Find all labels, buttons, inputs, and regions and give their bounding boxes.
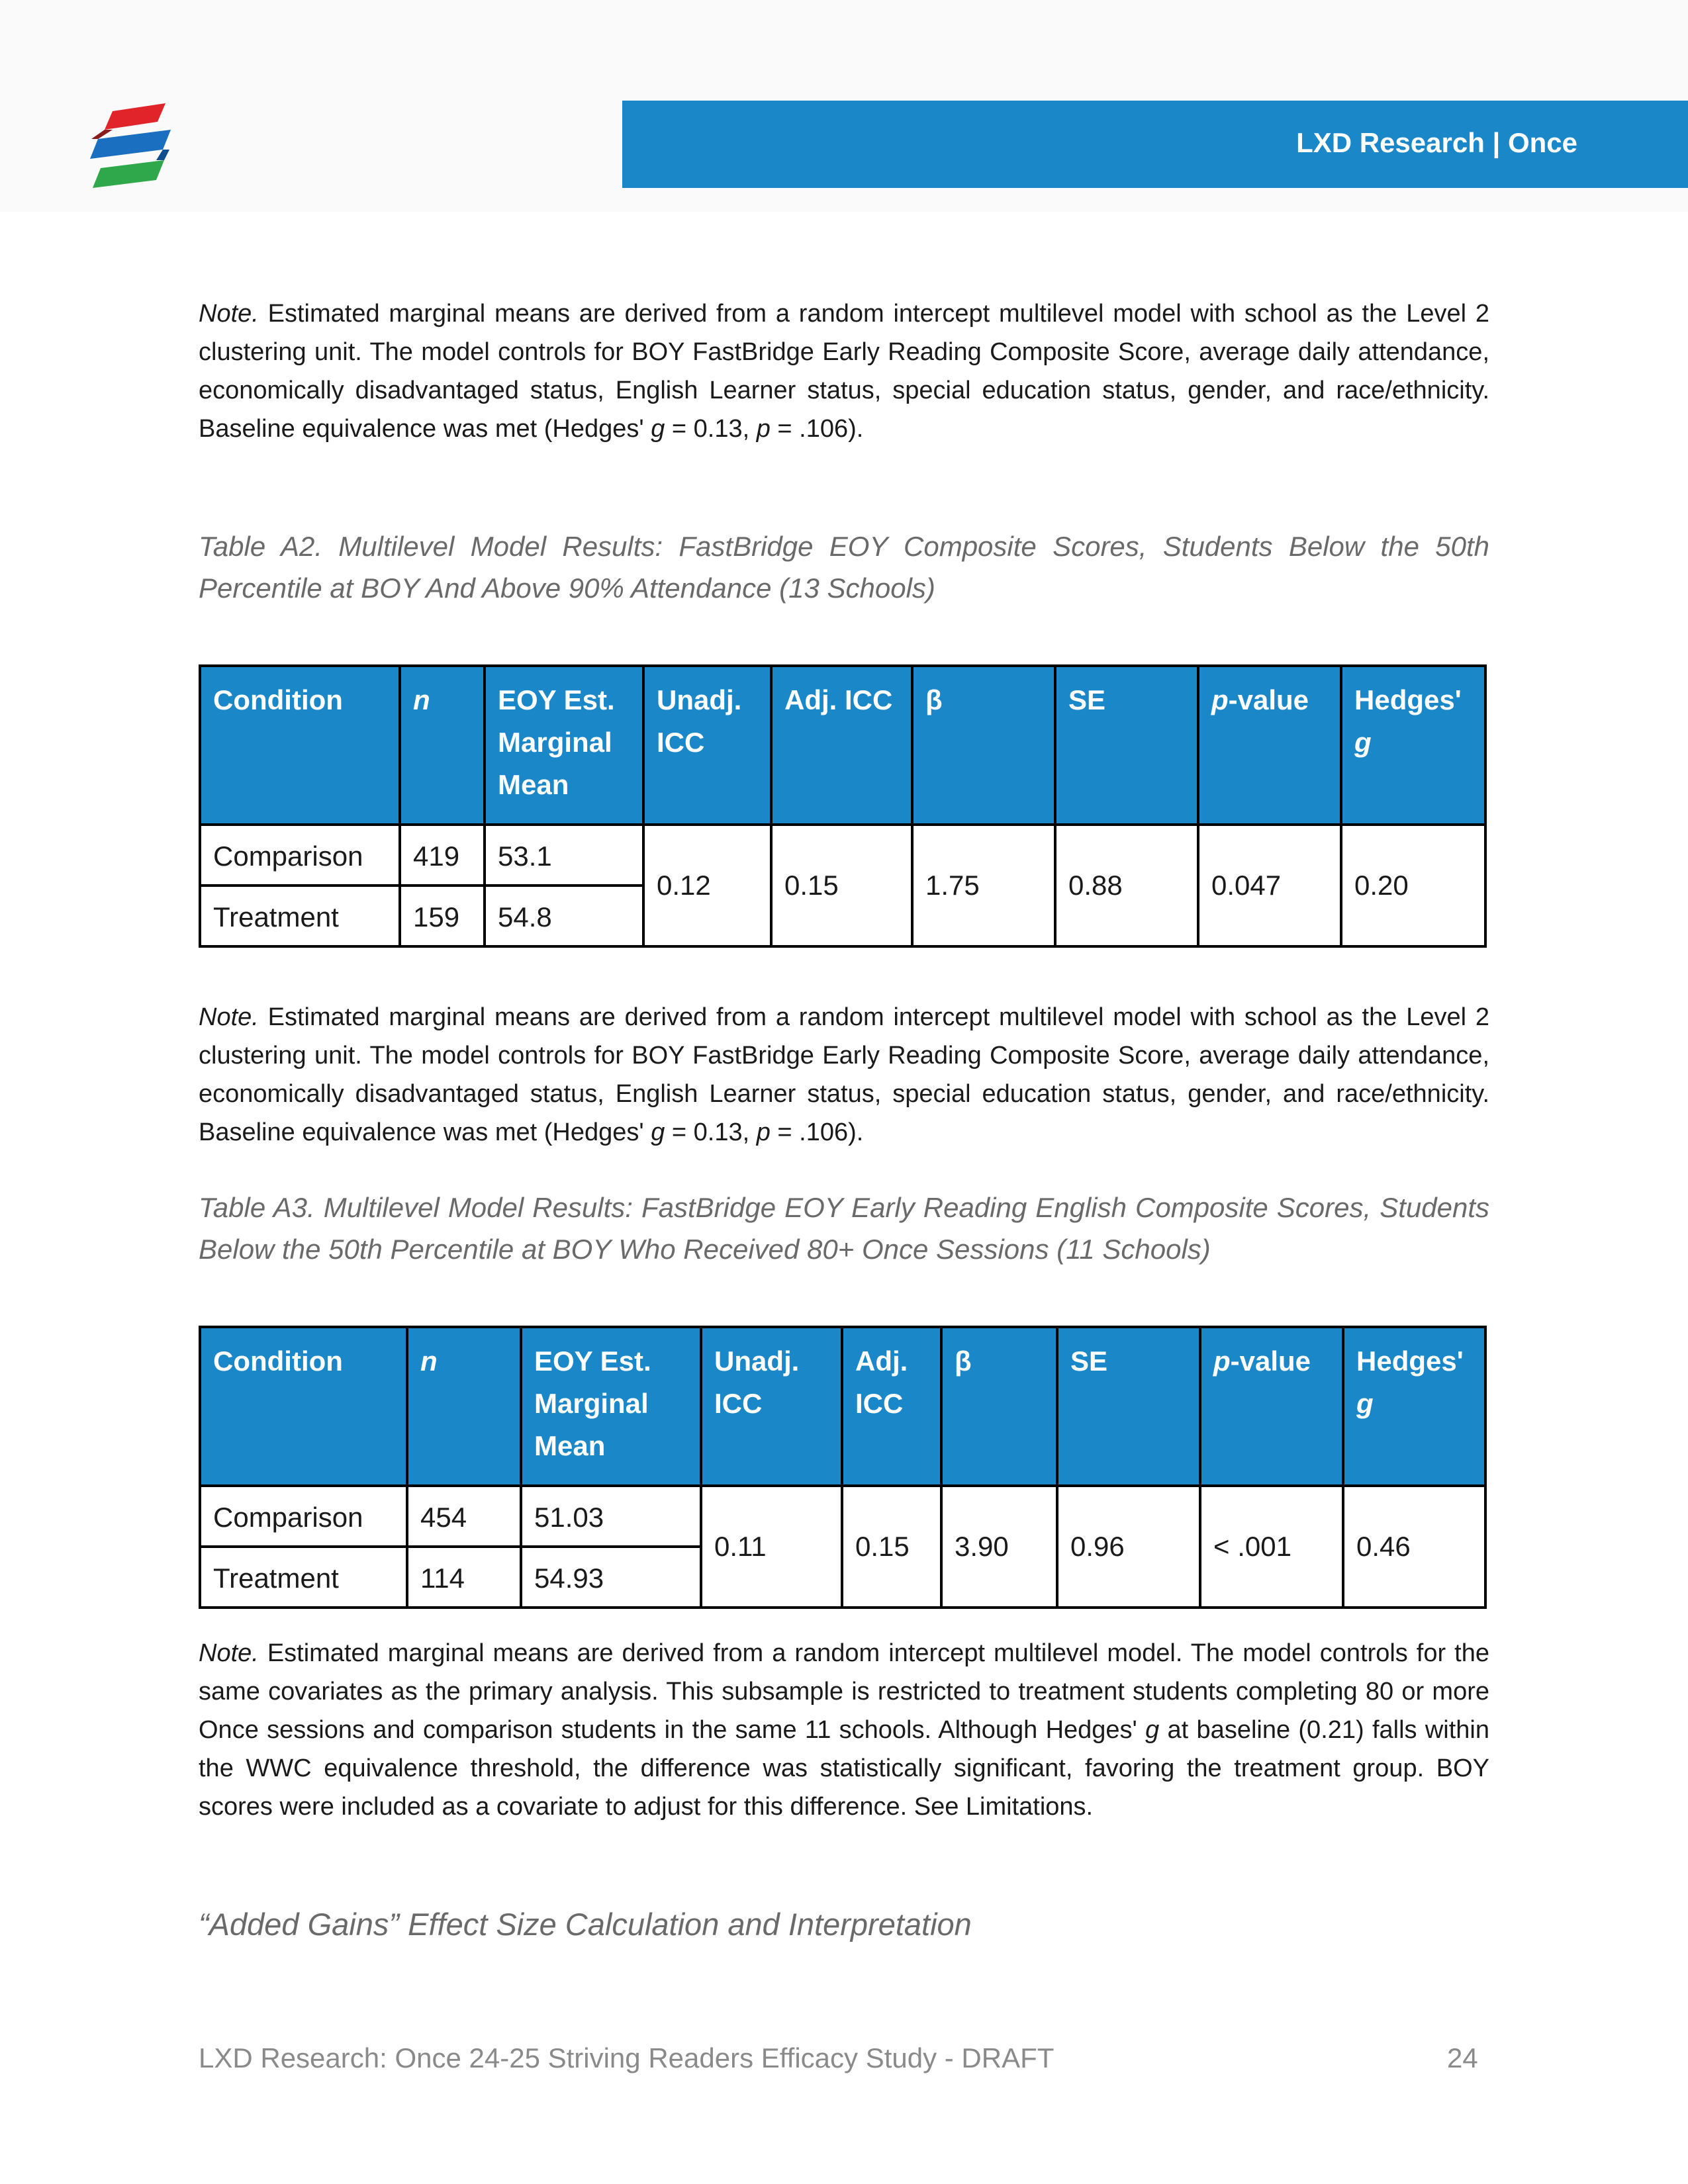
table-row xyxy=(200,1486,1485,1547)
cell-n: 419 xyxy=(400,825,485,886)
cell-adj-icc: 0.15 xyxy=(842,1486,941,1608)
note-label: Note. xyxy=(199,300,259,328)
cell-condition: Treatment xyxy=(200,1547,407,1608)
cell-se: 0.96 xyxy=(1057,1486,1200,1608)
col-se: SE xyxy=(1055,666,1198,825)
col-adj-icc: Adj. ICC xyxy=(842,1327,941,1486)
col-condition: Condition xyxy=(200,1327,407,1486)
table-a2 xyxy=(199,664,1487,948)
cell-condition: Comparison xyxy=(200,1486,407,1547)
col-n: n xyxy=(407,1327,521,1486)
cell-beta: 3.90 xyxy=(941,1486,1057,1608)
table-a3-caption: Table A3. Multilevel Model Results: FastBridge EOY Early Reading English Composite Scores, Students Below the 50th Percentile at BOY Who Received 80+ Once Sessions (11 Schools) xyxy=(199,1192,1489,1265)
note-label: Note. xyxy=(199,1639,259,1667)
cell-adj-icc: 0.15 xyxy=(771,825,912,946)
cell-n: 159 xyxy=(400,886,485,946)
table-header-row xyxy=(200,666,1485,825)
table-a3 xyxy=(199,1326,1487,1609)
note-label: Note. xyxy=(199,1003,259,1031)
table-header-row xyxy=(200,1327,1485,1486)
col-hedges-g: Hedges' g xyxy=(1343,1327,1485,1486)
note-paragraph-2: Note. Estimated marginal means are derived from a random intercept multilevel model with school as the Level 2 clustering unit. The model controls for BOY FastBridge Early Reading Composite Score, average daily attendance, economically disadvantaged status, English Learner status, special education status, gender, and race/ethnicity. Baseline equivalence was met (Hedges' g = 0.13, p = .106). xyxy=(199,1003,1489,1146)
cell-n: 114 xyxy=(407,1547,521,1608)
footer-text: LXD Research: Once 24-25 Striving Readers Efficacy Study - DRAFT xyxy=(199,2042,1055,2073)
cell-eoy: 51.03 xyxy=(521,1486,701,1547)
col-se: SE xyxy=(1057,1327,1200,1486)
header-bar xyxy=(622,101,1688,188)
cell-eoy: 54.93 xyxy=(521,1547,701,1608)
col-hedges-g: Hedges' g xyxy=(1341,666,1485,825)
table-row xyxy=(200,825,1485,886)
col-unadj-icc: Unadj. ICC xyxy=(643,666,771,825)
col-p-value: p-value xyxy=(1198,666,1341,825)
header-title: LXD Research | Once xyxy=(1296,127,1577,158)
cell-se: 0.88 xyxy=(1055,825,1198,946)
col-condition: Condition xyxy=(200,666,400,825)
cell-eoy: 53.1 xyxy=(485,825,643,886)
cell-n: 454 xyxy=(407,1486,521,1547)
cell-p-value: < .001 xyxy=(1200,1486,1343,1608)
note-paragraph-3: Note. Estimated marginal means are derived from a random intercept multilevel model. The model controls for the same covariates as the primary analysis. This subsample is restricted to treatment students completing 80 or more Once sessions and comparison students in the same 11 schools. Although Hedges' g at baseline (0.21) falls within the WWC equivalence threshold, the difference was statistically significant, favoring the treatment group. BOY scores were included as a covariate to adjust for this difference. See Limitations. xyxy=(199,1639,1490,1821)
col-adj-icc: Adj. ICC xyxy=(771,666,912,825)
section-heading: “Added Gains” Effect Size Calculation and Interpretation xyxy=(199,1907,972,1942)
col-p-value: p-value xyxy=(1200,1327,1343,1486)
cell-unadj-icc: 0.12 xyxy=(643,825,771,946)
cell-condition: Treatment xyxy=(200,886,400,946)
col-eoy: EOY Est. Marginal Mean xyxy=(485,666,643,825)
cell-condition: Comparison xyxy=(200,825,400,886)
cell-hedges-g: 0.20 xyxy=(1341,825,1485,946)
cell-p-value: 0.047 xyxy=(1198,825,1341,946)
col-n: n xyxy=(400,666,485,825)
col-unadj-icc: Unadj. ICC xyxy=(701,1327,842,1486)
cell-eoy: 54.8 xyxy=(485,886,643,946)
col-beta: β xyxy=(941,1327,1057,1486)
cell-unadj-icc: 0.11 xyxy=(701,1486,842,1608)
col-eoy: EOY Est. Marginal Mean xyxy=(521,1327,701,1486)
page-number: 24 xyxy=(1447,2042,1478,2073)
cell-hedges-g: 0.46 xyxy=(1343,1486,1485,1608)
col-beta: β xyxy=(912,666,1055,825)
table-a2-caption: Table A2. Multilevel Model Results: FastBridge EOY Composite Scores, Students Below the 50th Percentile at BOY And Above 90% Attendance (13 Schools) xyxy=(199,531,1489,604)
cell-beta: 1.75 xyxy=(912,825,1055,946)
note-paragraph-1: Note. Estimated marginal means are derived from a random intercept multilevel model with school as the Level 2 clustering unit. The model controls for BOY FastBridge Early Reading Composite Score, average daily attendance, economically disadvantaged status, English Learner status, special education status, gender, and race/ethnicity. Baseline equivalence was met (Hedges' g = 0.13, p = .106). xyxy=(199,300,1489,443)
logo xyxy=(86,99,179,192)
